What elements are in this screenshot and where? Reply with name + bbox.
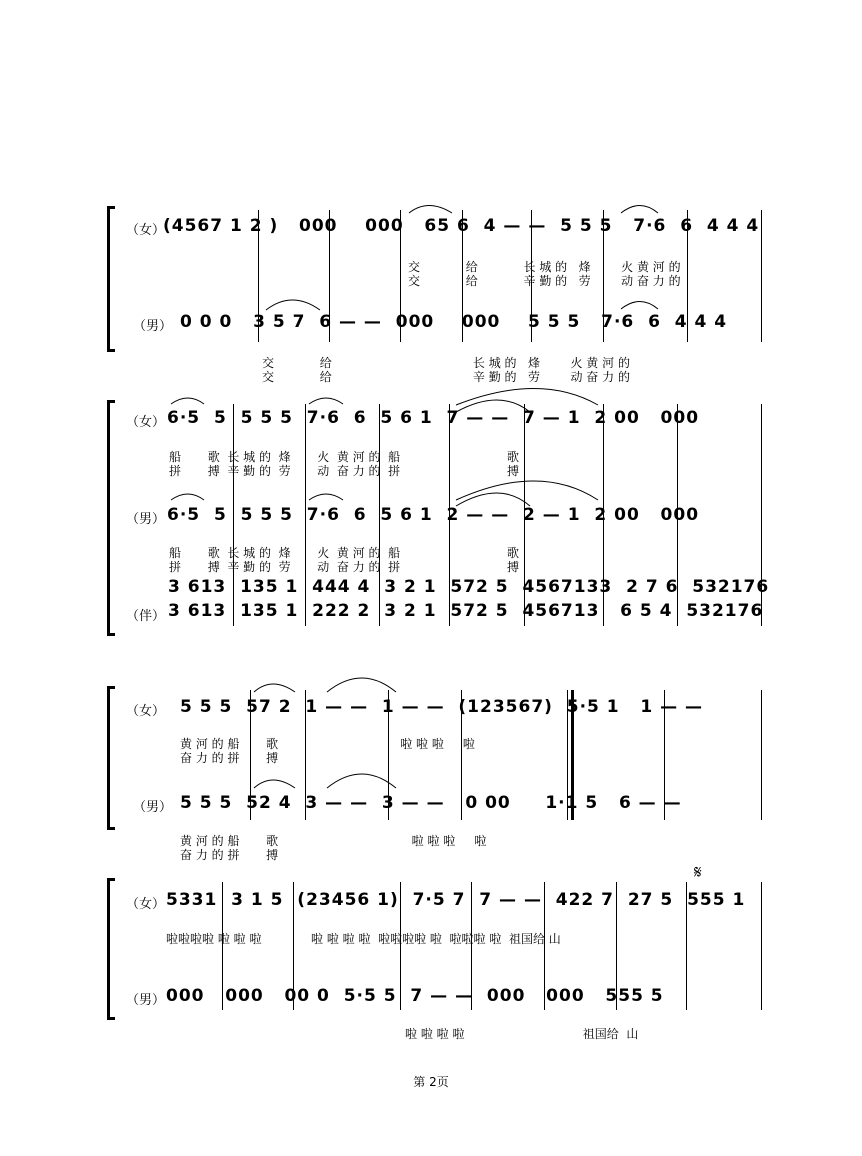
notation-line: 0 0 0 3 5 7 6 — — 000 000 5 5 5 7·6 6 4 4 4: [180, 312, 728, 332]
lyric-line: 交 给 辛 勤 的 劳 动 奋 力 的: [262, 370, 630, 384]
slur: [309, 398, 343, 404]
part-label: （女）: [126, 415, 166, 430]
part-label: （男）: [133, 319, 173, 334]
slur: [171, 494, 204, 500]
notation-line: 6·5 5 5 5 5 7·6 6 5 6 1 7 — — 7 — 1 2 00 000: [167, 408, 700, 428]
notation-line: 6·5 5 5 5 5 7·6 6 5 6 1 2 — — 2 — 1 2 00 000: [167, 505, 700, 525]
slur: [456, 481, 598, 500]
slur: [254, 780, 295, 788]
lyric-line: 交 给 长 城 的 烽 火 黄 河 的: [408, 260, 681, 274]
part-label: （女）: [126, 897, 166, 912]
page-number: 第 2页: [413, 1075, 449, 1089]
lyric-line: 奋 力 的 拼 搏: [180, 751, 279, 765]
lyric-line: 船 歌 长 城 的 烽 火 黄 河 的 船 歌: [169, 450, 519, 464]
part-label: （女）: [126, 223, 166, 238]
slur: [621, 206, 658, 214]
notation-line: (4567 1 2 ) 000 000 65 6 4 — — 5 5 5 7·6 6 4 4 4: [163, 216, 760, 236]
slur: [309, 494, 343, 500]
part-label: （男）: [126, 993, 166, 1008]
part-label: （女）: [126, 704, 166, 719]
notation-line: 5 5 5 52 4 3 — — 3 — — 0 00 1·1 5 6 — —: [180, 793, 682, 813]
lyric-line: 交 给 长 城 的 烽 火 黄 河 的: [262, 356, 630, 370]
segno-sign: 𝄋: [694, 862, 702, 883]
notation-line: 3 613 135 1 222 2 3 2 1 572 5 456713 6 5 4 532176: [168, 601, 764, 621]
slur: [254, 684, 295, 692]
part-label: （男）: [133, 800, 173, 815]
notation-line: 000 000 00 0 5·5 5 7 — — 000 000 555 5: [166, 986, 664, 1006]
slur: [266, 300, 320, 310]
notation-line: 3 613 135 1 444 4 3 2 1 572 5 4567133 2 7 6 532176: [168, 577, 770, 597]
slur: [327, 678, 396, 692]
lyric-line: 啦啦啦啦 啦 啦 啦 啦 啦 啦 啦 啦啦啦啦 啦 啦啦啦 啦 祖国给 山: [166, 932, 561, 946]
slur: [456, 400, 530, 412]
slur: [327, 774, 396, 788]
lyric-line: 拼 搏 辛 勤 的 劳 动 奋 力 的 拼 搏: [169, 464, 519, 478]
lyric-line: 黄 河 的 船 歌 啦 啦 啦 啦: [180, 834, 487, 848]
lyric-line: 交 给 辛 勤 的 劳 动 奋 力 的: [408, 274, 681, 288]
lyric-line: 船 歌 长 城 的 烽 火 黄 河 的 船 歌: [169, 546, 519, 560]
slur: [171, 398, 204, 404]
lyric-line: 黄 河 的 船 歌 啦 啦 啦 啦: [180, 737, 475, 751]
notation-line: 5 5 5 57 2 1 — — 1 — — (123567) 5·5 1 1 — —: [180, 697, 704, 717]
slur: [409, 206, 452, 214]
lyric-line: 奋 力 的 拼 搏: [180, 848, 279, 862]
slur: [621, 302, 658, 310]
part-label: （伴）: [126, 609, 166, 624]
lyric-line: 啦 啦 啦 啦 祖国给 山: [405, 1027, 639, 1041]
part-label: （男）: [126, 512, 166, 527]
lyric-line: 拼 搏 辛 勤 的 劳 动 奋 力 的 拼 搏: [169, 560, 519, 574]
notation-line: 5331 3 1 5 (23456 1) 7·5 7 7 — — 422 7 27 5 555 1: [166, 890, 746, 910]
